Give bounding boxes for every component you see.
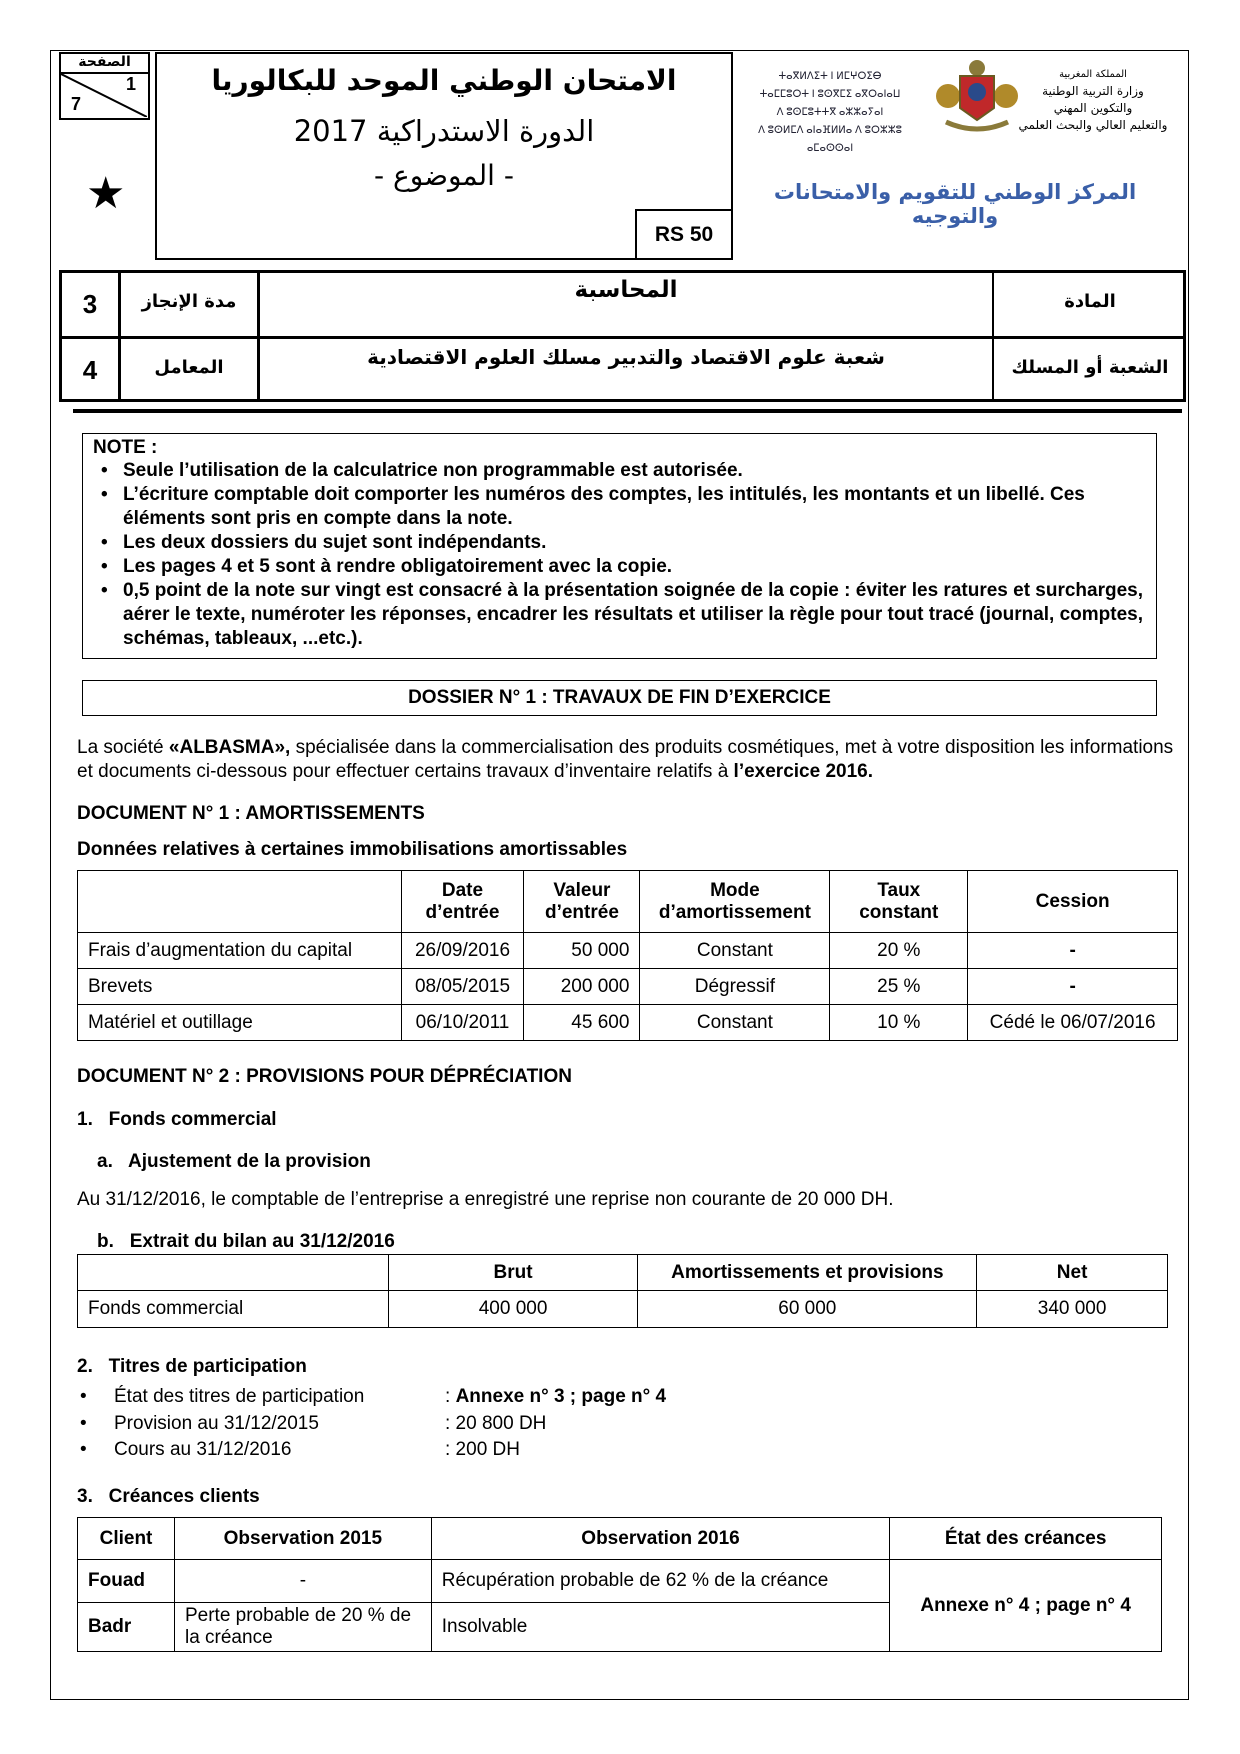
text: Observation 2015 bbox=[174, 1518, 431, 1560]
text: - bbox=[968, 933, 1178, 969]
text: 08/05/2015 bbox=[401, 969, 524, 1005]
text: Frais d’augmentation du capital bbox=[78, 933, 402, 969]
amortization-table bbox=[77, 870, 1178, 1041]
coef-value: 4 bbox=[82, 355, 98, 385]
dossier-title-text: DOSSIER N° 1 : TRAVAUX DE FIN D’EXERCICE bbox=[408, 687, 831, 708]
dossier-title bbox=[82, 680, 1157, 716]
section-1: 1. Fonds commercial bbox=[77, 1109, 277, 1130]
text: والتكوين المهني bbox=[1053, 101, 1133, 115]
text: والتعليم العالي والبحث العلمي bbox=[1018, 118, 1168, 132]
text: Insolvable bbox=[431, 1603, 889, 1652]
text: ⵜⴰⵎⵎⵓⵔⵜ ⵏ ⵓⵙⴳⵎⵉ ⴰⴳⵔⴰⵏⴰⵡ bbox=[759, 89, 901, 100]
divider bbox=[73, 409, 1182, 413]
page-label: الصفحة bbox=[61, 54, 148, 74]
text: Annexe n° 3 ; page n° 4 bbox=[455, 1386, 667, 1407]
text: Cours au 31/12/2016 bbox=[114, 1439, 292, 1460]
creances-table bbox=[77, 1517, 1162, 1652]
exam-subject-label: - الموضوع - bbox=[374, 159, 514, 192]
text: : 200 DH bbox=[445, 1439, 520, 1460]
star-icon: ★ bbox=[86, 169, 126, 218]
title-box bbox=[155, 52, 733, 260]
table-row bbox=[78, 969, 1178, 1005]
text: Provision au 31/12/2015 bbox=[114, 1413, 319, 1434]
note-item: • 0,5 point de la note sur vingt est consacré à la présentation soignée de la copie : éviter les ratures et surcharges, aérer le texte, numéroter les réponses, encadrer les résultats et utiliser la règle pour tout tracé (journal, comptes, schémas, tableaux, ...etc.). bbox=[93, 579, 1146, 651]
table-row bbox=[78, 1005, 1178, 1041]
note-item: • L’écriture comptable doit comporter les numéros des comptes, les intitulés, les montants et un libellé. Ces éléments sont pris en compte dans la note. bbox=[93, 483, 1146, 531]
text: Mode d’amortissement bbox=[640, 871, 830, 933]
page-total: 7 bbox=[71, 94, 82, 114]
text: Annexe n° 4 ; page n° 4 bbox=[890, 1560, 1162, 1652]
text: spécialisée dans la commercialisation des produits cosmétiques, met à votre disposition les informations et documents ci-dessous pour effectuer certains travaux d’inventaire relatifs à bbox=[77, 737, 1174, 782]
tifinagh-text bbox=[735, 68, 925, 158]
text: État des créances bbox=[890, 1518, 1162, 1560]
exam-session: الدورة الاستدراكية 2017 bbox=[293, 114, 595, 148]
note-box bbox=[82, 433, 1157, 659]
exam-title: الامتحان الوطني الموحد للبكالوريا bbox=[211, 64, 677, 97]
section-1a: a. Ajustement de la provision bbox=[97, 1151, 371, 1172]
info-table bbox=[59, 270, 1186, 402]
text: Brut bbox=[388, 1255, 638, 1291]
text: 10 % bbox=[830, 1005, 968, 1041]
ministry-text bbox=[1000, 66, 1186, 134]
text: Constant bbox=[640, 933, 830, 969]
text: 60 000 bbox=[638, 1291, 977, 1328]
text: Date d’entrée bbox=[401, 871, 524, 933]
text: 340 000 bbox=[977, 1291, 1168, 1328]
table-row bbox=[78, 933, 1178, 969]
note-list bbox=[93, 459, 1146, 651]
duration-label: مدة الإنجاز bbox=[141, 291, 237, 312]
text: ⴷ ⵓⵙⵍⵎⴷ ⴰⵏⴰⴼⵍⵍⴰ ⴷ ⵓⵔⵣⵣⵓ ⴰⵎⴰⵙⵙⴰⵏ bbox=[758, 125, 902, 154]
exam-code-text: RS 50 bbox=[654, 223, 714, 246]
center-name: المركز الوطني للتقويم والامتحانات والتوجيه bbox=[773, 180, 1137, 228]
text: Fonds commercial bbox=[78, 1291, 389, 1328]
branch-name: شعبة علوم الاقتصاد والتدبير مسلك العلوم الاقتصادية bbox=[367, 345, 885, 369]
text: Valeur d’entrée bbox=[524, 871, 640, 933]
note-item: • Les deux dossiers du sujet sont indépendants. bbox=[93, 531, 1146, 555]
text bbox=[78, 871, 402, 933]
text: Matériel et outillage bbox=[78, 1005, 402, 1041]
text: Cédé le 06/07/2016 bbox=[968, 1005, 1178, 1041]
table-row bbox=[78, 1291, 1168, 1328]
text: Cession bbox=[968, 871, 1178, 933]
table-row bbox=[78, 1560, 1162, 1603]
text: 45 600 bbox=[524, 1005, 640, 1041]
text: Brevets bbox=[78, 969, 402, 1005]
page-current: 1 bbox=[125, 74, 136, 94]
text: Amortissements et provisions bbox=[638, 1255, 977, 1291]
text: Constant bbox=[640, 1005, 830, 1041]
note-item: • Seule l’utilisation de la calculatrice non programmable est autorisée. bbox=[93, 459, 1146, 483]
text: 400 000 bbox=[388, 1291, 638, 1328]
text: وزارة التربية الوطنية bbox=[1042, 84, 1144, 98]
text: Perte probable de 20 % de la créance bbox=[174, 1603, 431, 1652]
text: ⴷ ⵓⵙⵎⵓⵜⵜⴳ ⴰⵣⵣⴰⵢⴰⵏ bbox=[776, 107, 884, 118]
text: «ALBASMA», bbox=[168, 737, 291, 758]
text bbox=[78, 1255, 389, 1291]
text: : bbox=[445, 1386, 456, 1407]
text: 20 % bbox=[830, 933, 968, 969]
text: - bbox=[174, 1560, 431, 1603]
note-item: • Les pages 4 et 5 sont à rendre obligatoirement avec la copie. bbox=[93, 555, 1146, 579]
text: Observation 2016 bbox=[431, 1518, 889, 1560]
text: l’exercice 2016. bbox=[733, 761, 874, 782]
duration-value: 3 bbox=[82, 289, 98, 319]
section-3: 3. Créances clients bbox=[77, 1486, 260, 1507]
branch-label: الشعبة أو المسلك bbox=[1011, 357, 1169, 378]
text: Fouad bbox=[78, 1560, 175, 1603]
section-1a-text: Au 31/12/2016, le comptable de l’entreprise a enregistré une reprise non courante de 20 000 DH. bbox=[77, 1189, 894, 1210]
exam-code bbox=[635, 209, 733, 260]
text: - bbox=[968, 969, 1178, 1005]
note-title: NOTE : bbox=[93, 437, 158, 458]
page-number-box bbox=[59, 52, 150, 120]
text: المملكة المغربية bbox=[1059, 69, 1127, 80]
doc1-subtitle: Données relatives à certaines immobilisations amortissables bbox=[77, 839, 628, 860]
section-1b: b. Extrait du bilan au 31/12/2016 bbox=[97, 1231, 395, 1252]
text: Badr bbox=[78, 1603, 175, 1652]
doc2-title: DOCUMENT N° 2 : PROVISIONS POUR DÉPRÉCIATION bbox=[77, 1066, 572, 1087]
text: Dégressif bbox=[640, 969, 830, 1005]
text: : 20 800 DH bbox=[445, 1413, 547, 1434]
coef-label: المعامل bbox=[154, 357, 224, 378]
doc1-title: DOCUMENT N° 1 : AMORTISSEMENTS bbox=[77, 803, 425, 824]
text: 06/10/2011 bbox=[401, 1005, 524, 1041]
section-2: 2. Titres de participation bbox=[77, 1356, 307, 1377]
intro-paragraph bbox=[77, 736, 1177, 784]
text: 26/09/2016 bbox=[401, 933, 524, 969]
text: La société bbox=[77, 737, 169, 758]
subject-name: المحاسبة bbox=[574, 277, 678, 303]
text: Récupération probable de 62 % de la créance bbox=[431, 1560, 889, 1603]
text: 200 000 bbox=[524, 969, 640, 1005]
text: État des titres de participation bbox=[114, 1386, 365, 1407]
text: 25 % bbox=[830, 969, 968, 1005]
subject-label: المادة bbox=[1064, 291, 1116, 312]
text: Taux constant bbox=[830, 871, 968, 933]
text: ⵜⴰⴳⵍⴷⵉⵜ ⵏ ⵍⵎⵖⵔⵉⴱ bbox=[778, 71, 882, 82]
bilan-table bbox=[77, 1254, 1168, 1328]
text: Net bbox=[977, 1255, 1168, 1291]
text: 50 000 bbox=[524, 933, 640, 969]
text: Client bbox=[78, 1518, 175, 1560]
